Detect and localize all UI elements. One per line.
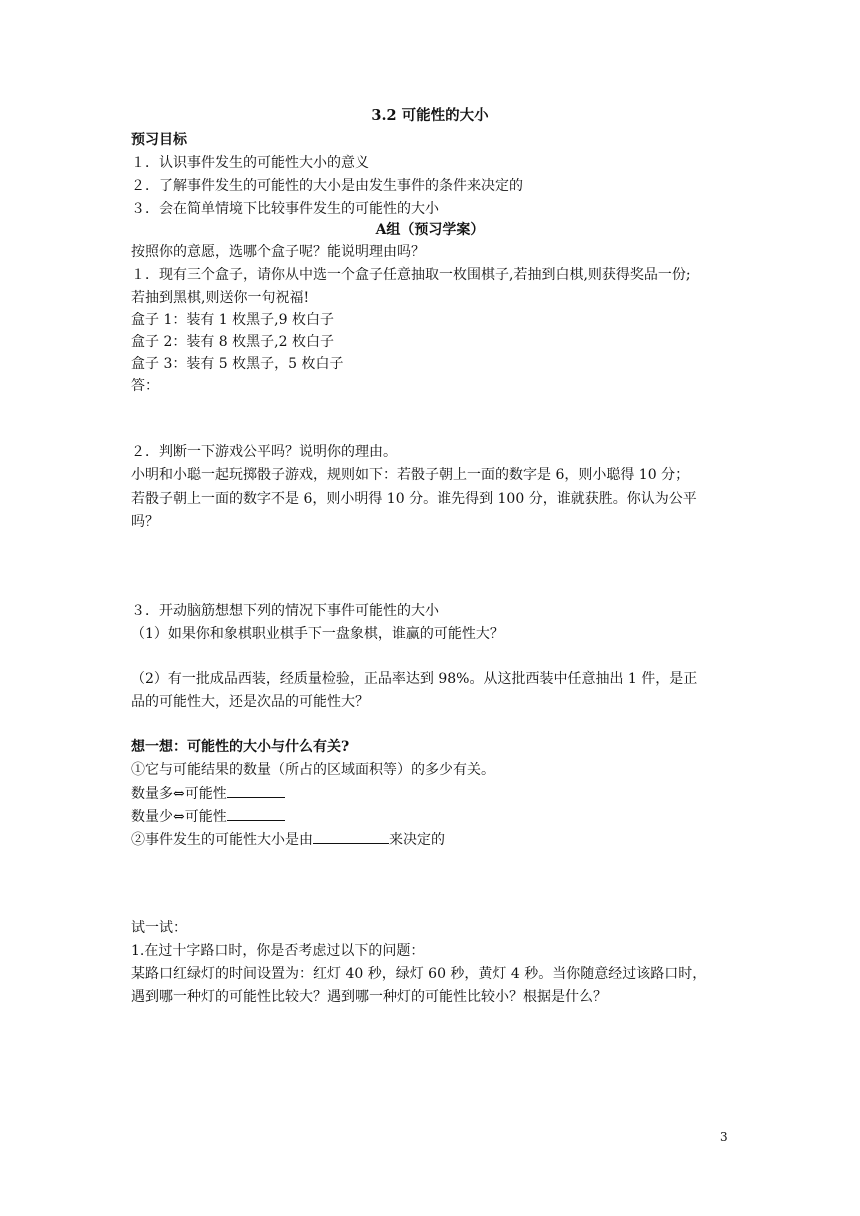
box-3: 盒子 3：装有 5 枚黑子，5 枚白子 (131, 356, 344, 372)
less-label: 数量少⇔可能性 (131, 809, 227, 825)
goal-item: ３．会在简单情境下比较事件发生的可能性的大小 (131, 201, 439, 217)
question-2-text: 若骰子朝上一面的数字不是 6，则小明得 10 分。谁先得到 100 分，谁就获胜。你认为公平 (131, 491, 697, 507)
goal-item: ２．了解事件发生的可能性的大小是由发生事件的条件来决定的 (131, 178, 523, 194)
question-3-sub1: （1）如果你和象棋职业棋手下一盘象棋，谁赢的可能性大？ (131, 626, 504, 642)
page-title: 3.2 可能性的大小 (371, 107, 489, 124)
group-a-heading: A组（预习学案） (375, 222, 485, 238)
more-possibility-line (131, 783, 285, 804)
think-point-1: ①它与可能结果的数量（所占的区域面积等）的多少有关。 (131, 762, 495, 778)
blank-line[interactable] (313, 829, 389, 844)
less-possibility-line (131, 806, 285, 827)
question-1-text: １．现有三个盒子，请你从中选一个盒子任意抽取一枚围棋子,若抽到白棋,则获得奖品一份; (131, 267, 691, 283)
more-label: 数量多⇔可能性 (131, 786, 227, 802)
question-3-sub2: （2）有一批成品西装，经质量检验，正品率达到 98%。从这批西装中任意抽出 1 件，是正 (131, 671, 698, 687)
box-1: 盒子 1：装有 1 枚黑子,9 枚白子 (131, 312, 334, 328)
goal-item: １．认识事件发生的可能性大小的意义 (131, 155, 369, 171)
blank-line[interactable] (227, 783, 285, 798)
try-question-1: 1.在过十字路口时，你是否考虑过以下的问题： (131, 943, 425, 959)
try-question-1-text: 某路口红绿灯的时间设置为：红灯 40 秒，绿灯 60 秒，黄灯 4 秒。当你随意经过该路口时， (131, 966, 707, 982)
intro-text: 按照你的意愿，选哪个盒子呢？能说明理由吗？ (131, 244, 425, 260)
question-3-sub2: 品的可能性大，还是次品的可能性大？ (131, 694, 369, 710)
blank-line[interactable] (227, 806, 285, 821)
question-3-text: ３．开动脑筋想想下列的情况下事件可能性的大小 (131, 603, 439, 619)
think-2-suffix: 来决定的 (389, 832, 445, 848)
think-2-prefix: ②事件发生的可能性大小是由 (131, 832, 313, 848)
think-point-2 (131, 829, 445, 850)
question-1-text: 若抽到黑棋,则送你一句祝福! (131, 290, 310, 306)
question-2-text: 小明和小聪一起玩掷骰子游戏，规则如下：若骰子朝上一面的数字是 6，则小聪得 10 分； (131, 467, 690, 483)
question-2-text: 吗？ (131, 514, 159, 530)
preview-heading: 预习目标 (131, 132, 187, 148)
think-heading: 想一想：可能性的大小与什么有关? (131, 739, 350, 755)
try-question-1-text: 遇到哪一种灯的可能性比较大？遇到哪一种灯的可能性比较小？根据是什么？ (131, 989, 607, 1005)
try-heading: 试一试： (131, 920, 187, 936)
question-2-text: ２．判断一下游戏公平吗？说明你的理由。 (131, 444, 397, 460)
answer-label: 答： (131, 378, 159, 394)
page-number: 3 (720, 1130, 728, 1144)
box-2: 盒子 2：装有 8 枚黑子,2 枚白子 (131, 334, 334, 350)
